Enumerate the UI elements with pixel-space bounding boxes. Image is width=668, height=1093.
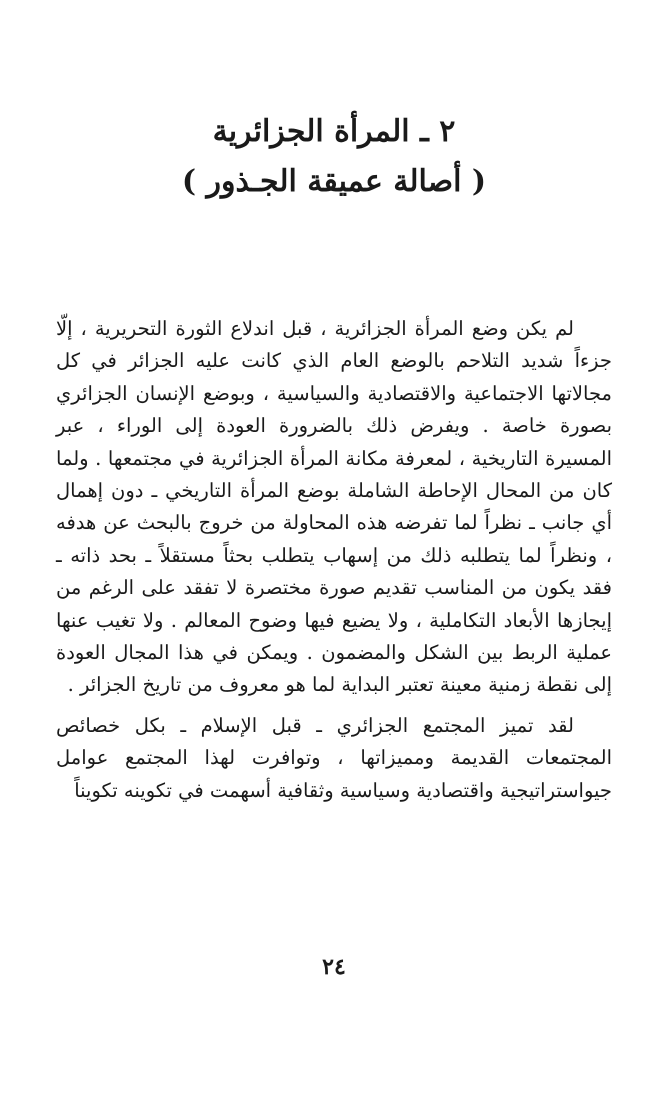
chapter-heading: [0, 108, 668, 208]
page-number: ٢٤: [322, 954, 346, 980]
chapter-subtitle: ( أصالة عميقة الجـذور ): [181, 164, 487, 199]
body-text: [56, 313, 612, 807]
paragraph: لقد تميز المجتمع الجزائري ـ قبل الإسلام ـ بكل خصائص المجتمعات القديمة ومميزاتها ، وتوافرت لهذا المجتمع عوامل جيواستراتيجية واقتصادية وسياسية وثقافية أسهمت في تكوينه تكويناً: [56, 713, 612, 802]
paragraph: لم يكن وضع المرأة الجزائرية ، قبل اندلاع الثورة التحريرية ، إلّا جزءاً شديد التلاحم بالوضع العام الذي كانت عليه الجزائر في كل مجالاتها الاجتماعية والاقتصادية والسياسية ، وبوضع الإنسان الجزائري بصورة خاصة . ويفرض ذلك بالضرورة العودة إلى الوراء ، عبر المسيرة التاريخية ، لمعرفة مكانة المرأة الجزائرية في مجتمعها . ولما كان من المحال الإحاطة الشاملة بوضع المرأة التاريخي ـ دون إهمال أي جانب ـ نظراً لما تفرضه هذه المحاولة من خروج بالبحث عن هدفه ، ونظراً لما يتطلبه ذلك من إسهاب يتطلب بحثاً مستقلاً ـ بحد ذاته ـ فقد يكون من المناسب تقديم صورة مختصرة لا تفقد على الرغم من إيجازها الأبعاد التكاملية ، ولا يضيع فيها وضوح المعالم . ولا تغيب عنها عملية الربط بين الشكل والمضمون . ويمكن في هذا المجال العودة إلى نقطة زمنية معينة تعتبر البداية لما هو معروف من تاريخ الجزائر .: [56, 317, 612, 697]
chapter-title: ٢ ـ المرأة الجزائرية: [212, 114, 456, 149]
